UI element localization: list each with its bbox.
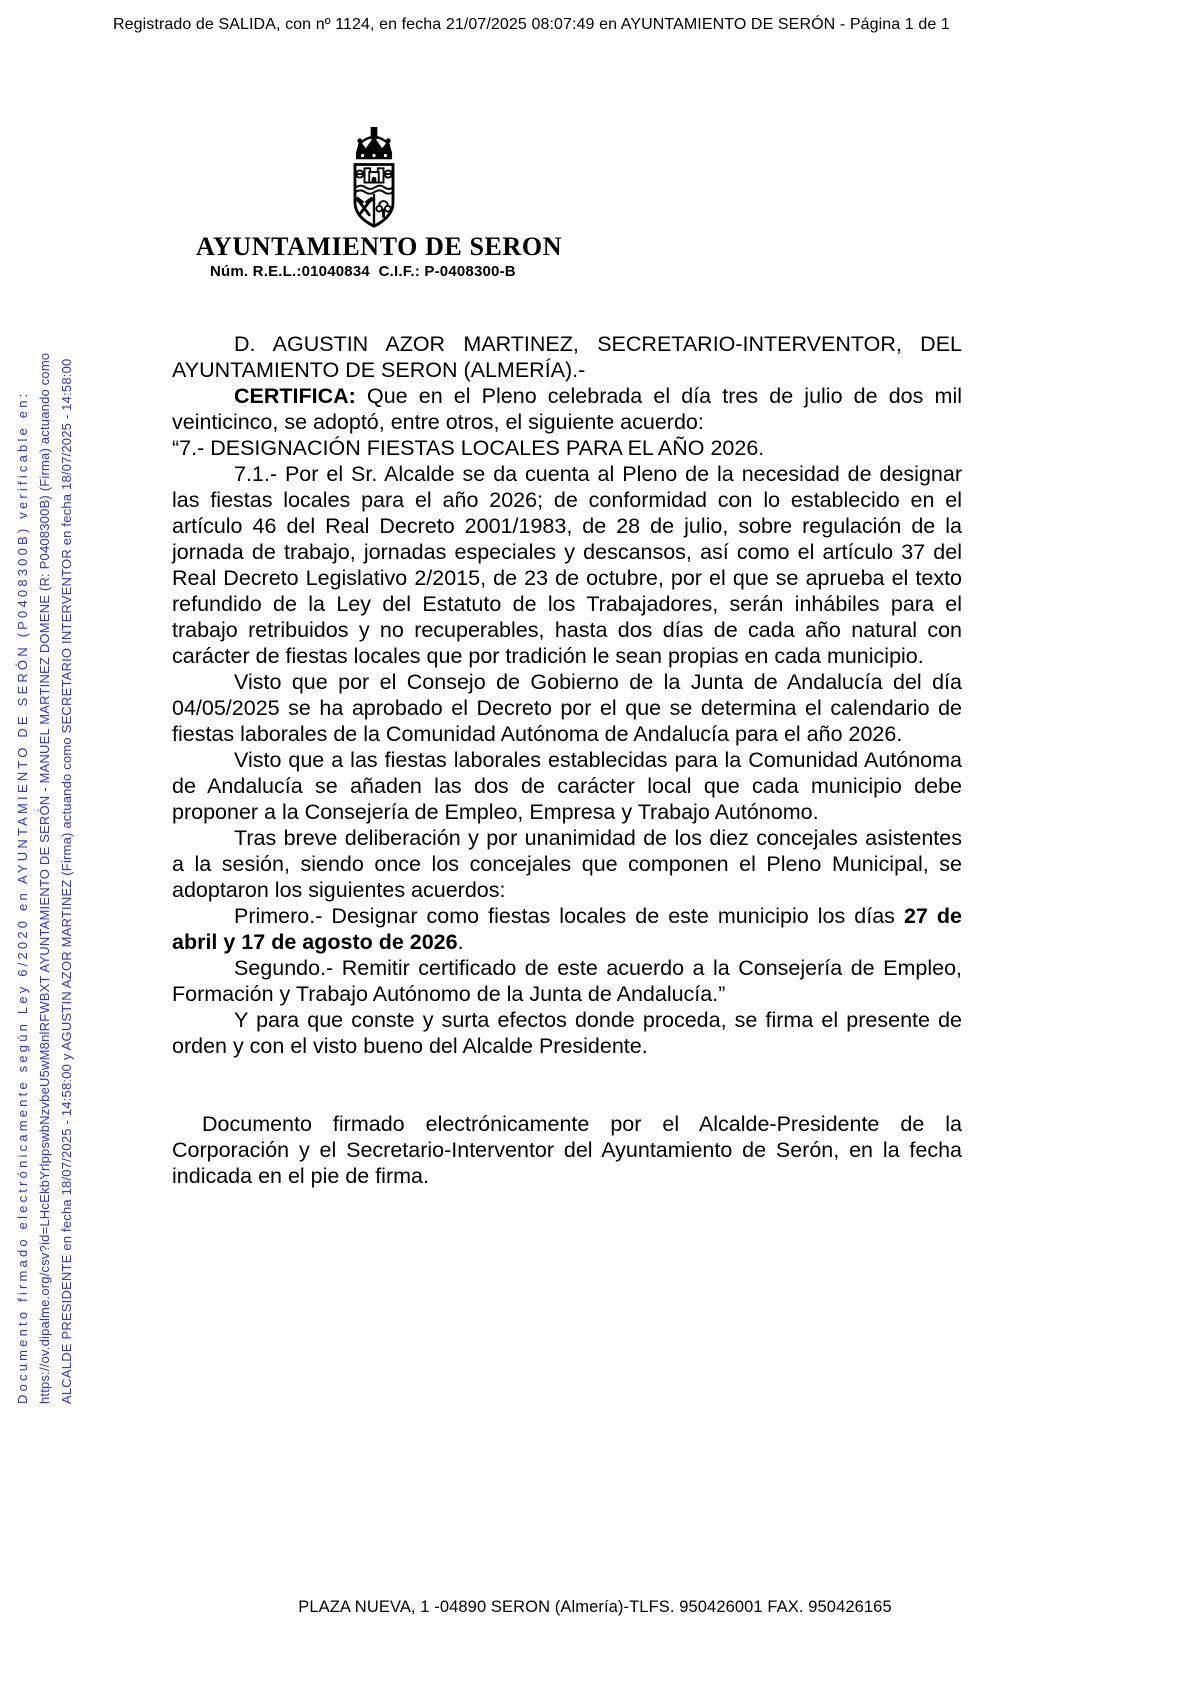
text-run: Visto que a las fiestas laborales establecidas para la Comunidad Autónoma de Andalucía se añaden las dos de carácter local que cada municipio debe proponer a la Consejería de Empleo, Empresa y Trabajo Autónomo. — [172, 748, 962, 824]
paragraph — [172, 1007, 962, 1059]
org-name: AYUNTAMIENTO DE SERON — [196, 232, 563, 261]
text-run: Documento firmado electrónicamente por el Alcalde-Presidente de la Corporación y el Secretario-Interventor del Ayuntamiento de Serón, en la fecha indicada en el pie de firma. — [172, 1112, 962, 1188]
paragraph — [172, 383, 962, 435]
paragraph — [172, 669, 962, 747]
seron-coat-of-arms-icon — [336, 116, 412, 232]
text-run: Que en el Pleno celebrada el día tres de julio de dos mil veinticinco, se adoptó, entre otros, el siguiente acuerdo: — [172, 384, 962, 434]
paragraph — [172, 435, 962, 461]
bold-text: 27 de abril y 17 de agosto de 2026 — [172, 904, 962, 954]
paragraph — [172, 1111, 962, 1189]
text-run: Visto que por el Consejo de Gobierno de la Junta de Andalucía del día 04/05/2025 se ha aprobado el Decreto por el que se determina el calendario de fiestas laborales de la Comunidad Autónoma de Andalucía para el año 2026. — [172, 670, 962, 746]
text-run: Primero.- Designar como fiestas locales de este municipio los días — [234, 904, 904, 928]
address-footer: PLAZA NUEVA, 1 -04890 SERON (Almería)-TLFS. 950426001 FAX. 950426165 — [298, 1598, 892, 1616]
signature-line: https://ov.dipalme.org/csv?id=LHcEkbYrlppswbNzvbeU5wM8nlRFWBXT AYUNTAMIENTO DE SERÓN - MANUEL MARTINEZ DOMENE (R: P0408300B) (Firma) actuando como — [37, 352, 52, 1404]
paragraph — [172, 955, 962, 1007]
text-run: Y para que conste y surta efectos donde proceda, se firma el presente de orden y con el visto bueno del Alcalde Presidente. — [172, 1008, 962, 1058]
text-run: Tras breve deliberación y por unanimidad de los diez concejales asistentes a la sesión, siendo once los concejales que componen el Pleno Municipal, se adoptaron los siguientes acuerdos: — [172, 826, 962, 902]
text-run: Segundo.- Remitir certificado de este acuerdo a la Consejería de Empleo, Formación y Trabajo Autónomo de la Junta de Andalucía.” — [172, 956, 962, 1006]
paragraph — [172, 903, 962, 955]
electronic-signature-strip — [0, 180, 82, 1404]
paragraph — [172, 461, 962, 669]
signature-line: Documento firmado electrónicamente según Ley 6/2020 en AYUNTAMIENTO DE SERÓN (P0408300B) verificable en: — [15, 390, 30, 1404]
text-run: D. AGUSTIN AZOR MARTINEZ, SECRETARIO-INTERVENTOR, DEL AYUNTAMIENTO DE SERON (ALMERÍA).- — [172, 332, 962, 382]
org-registry-line: Núm. R.E.L.:01040834 C.I.F.: P-0408300-B — [210, 263, 516, 280]
bold-text: CERTIFICA: — [234, 384, 356, 408]
paragraph — [172, 331, 962, 383]
registration-stamp-header: Registrado de SALIDA, con nº 1124, en fecha 21/07/2025 08:07:49 en AYUNTAMIENTO DE SERÓN - Página 1 de 1 — [113, 16, 950, 33]
text-run: . — [457, 930, 464, 954]
text-run: 7.1.- Por el Sr. Alcalde se da cuenta al Pleno de la necesidad de designar las fiestas locales para el año 2026; de conformidad con lo establecido en el artículo 46 del Real Decreto 2001/1983, de 28 de julio, sobre regulación de la jornada de trabajo, jornadas especiales y descansos, así como el artículo 37 del Real Decreto Legislativo 2/2015, de 23 de octubre, por el que se aprueba el texto refundido de la Ley del Estatuto de los Trabajadores, serán inhábiles para el trabajo retribuidos y no recuperables, hasta dos días de cada año natural con carácter de fiestas locales que por tradición le sean propias en cada municipio. — [172, 462, 962, 668]
document-body — [172, 331, 962, 1189]
paragraph — [172, 747, 962, 825]
paragraph — [172, 825, 962, 903]
text-run: “7.- DESIGNACIÓN FIESTAS LOCALES PARA EL AÑO 2026. — [172, 436, 765, 460]
signature-line: ALCALDE PRESIDENTE en fecha 18/07/2025 - 14:58:00 y AGUSTIN AZOR MARTINEZ (Firma) actuando como SECRETARIO INTERVENTOR en fecha 18/07/2025 - 14:58:00 — [59, 358, 74, 1404]
